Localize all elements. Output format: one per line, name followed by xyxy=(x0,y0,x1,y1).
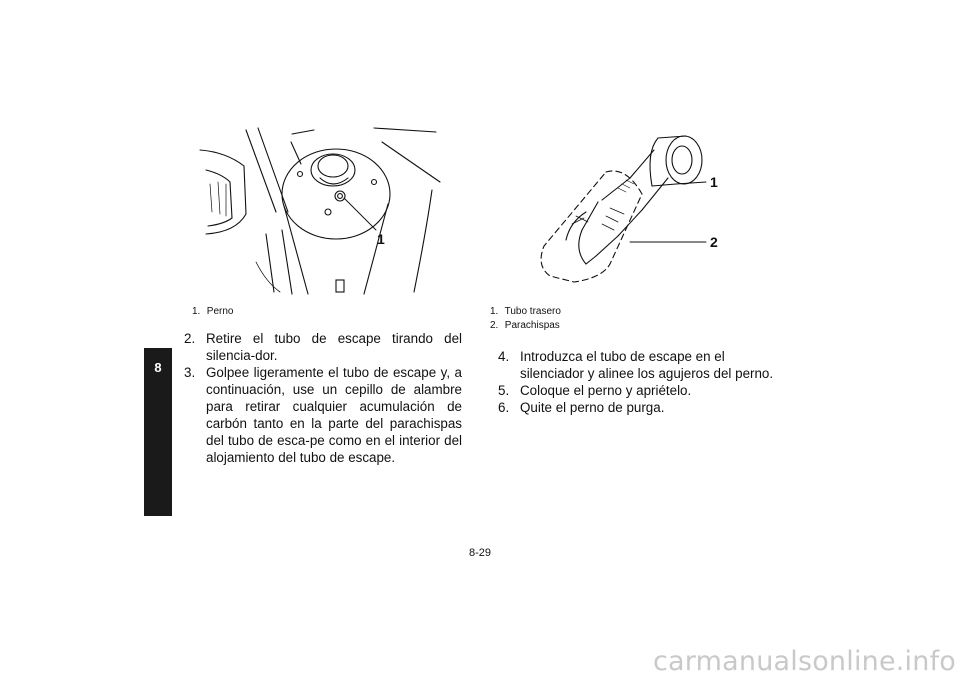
step-item: 3. Golpee ligeramente el tubo de escape y, a continuación, use un cepillo de alambre para retirar cualquier acumulación de carbón tanto en la parte del parachispas del tubo de esca-pe como en el interior del alojamiento del tubo de escape. xyxy=(184,365,462,465)
figure-muffler-bolt xyxy=(196,122,446,297)
step-item: 4. Introduzca el tubo de escape en el silenciador y alinee los agujeros del perno. xyxy=(498,349,774,381)
caption-item: 2. Parachispas xyxy=(490,320,560,331)
page-number: 8-29 xyxy=(468,547,492,559)
chapter-tab xyxy=(144,348,172,516)
figure-right-callout-1: 1 xyxy=(710,174,718,190)
spark-arrester-illustration xyxy=(526,126,726,286)
figure-right-callout-2: 2 xyxy=(710,234,718,250)
step-item: 5. Coloque el perno y apriételo. xyxy=(498,383,692,398)
figure-right-caption xyxy=(490,305,561,333)
steps-left xyxy=(184,330,462,466)
step-item: 2. Retire el tubo de escape tirando del silencia-dor. xyxy=(184,331,462,363)
figure-spark-arrester xyxy=(526,126,726,286)
figure-left-callout: 1 xyxy=(377,231,385,247)
muffler-illustration xyxy=(196,122,446,297)
figure-left-caption xyxy=(192,305,233,319)
caption-item: 1. Perno xyxy=(192,306,234,317)
watermark: carmanualsonline.info xyxy=(653,646,956,677)
caption-item: 1. Tubo trasero xyxy=(490,306,561,317)
steps-right xyxy=(498,348,788,416)
step-item: 6. Quite el perno de purga. xyxy=(498,400,665,415)
chapter-number: 8 xyxy=(154,360,162,375)
